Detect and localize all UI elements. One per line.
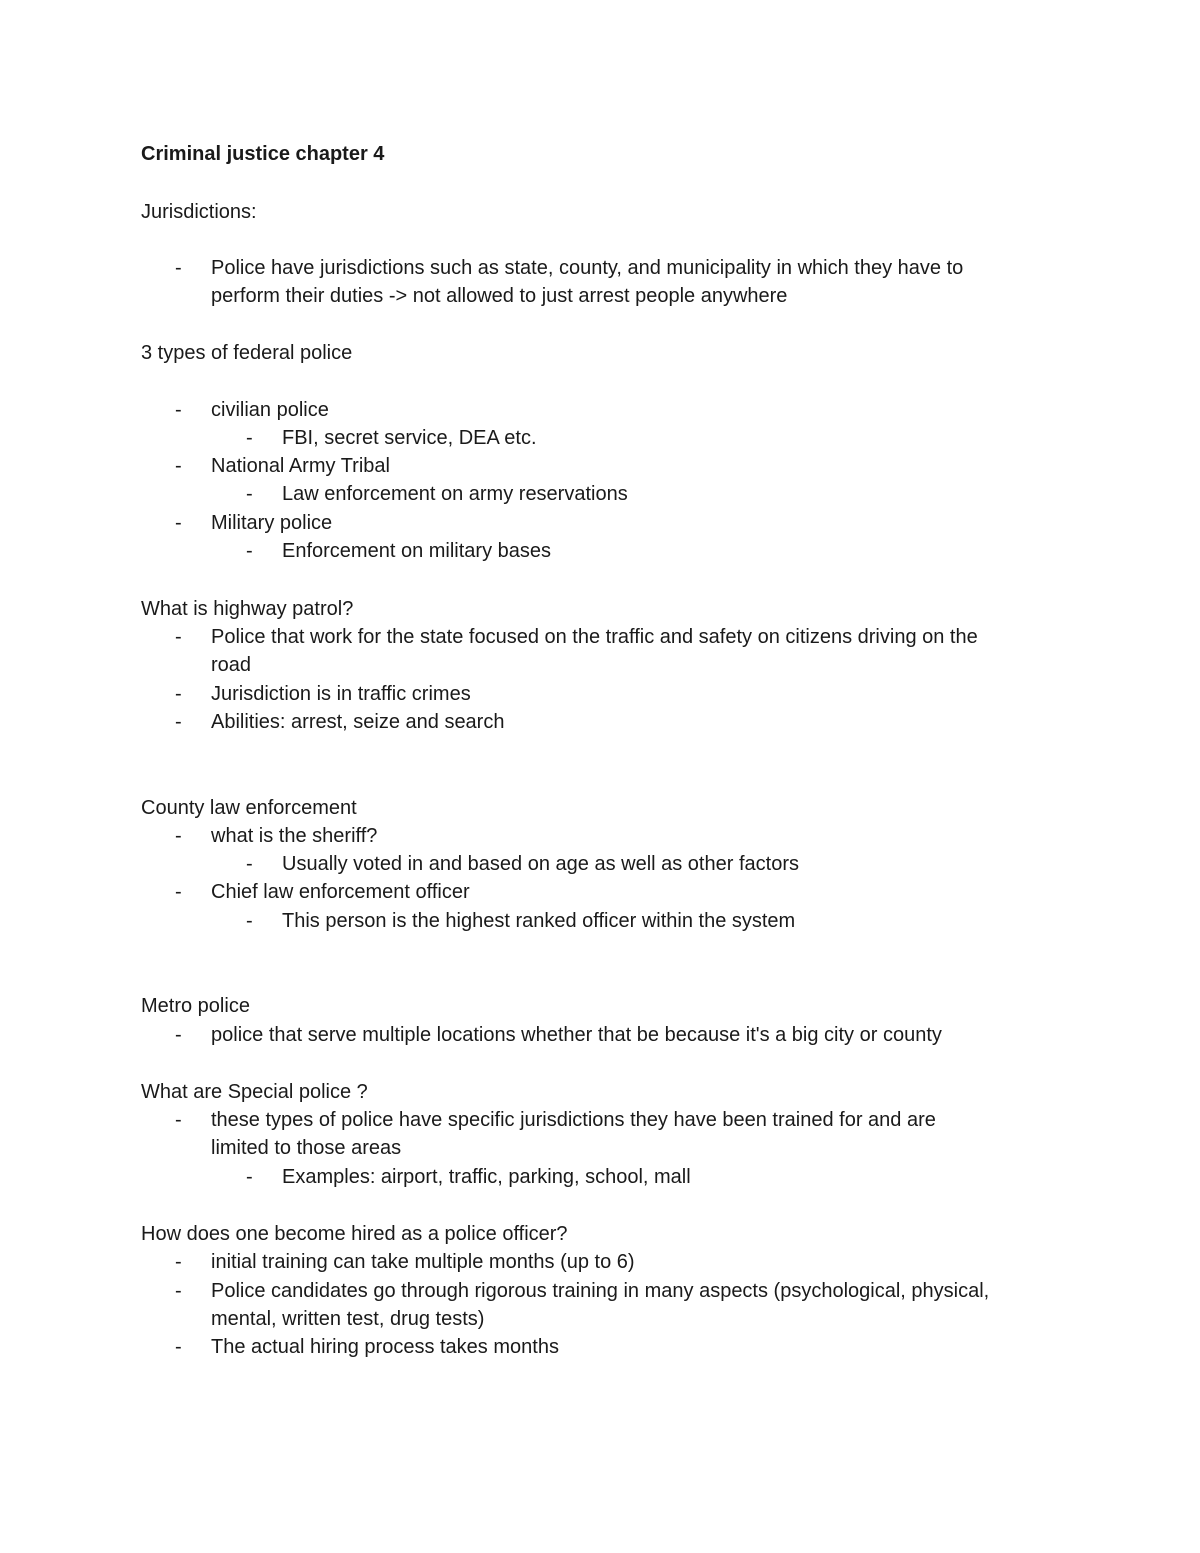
list-item: Abilities: arrest, seize and search [211, 711, 505, 733]
document-title: Criminal justice chapter 4 [141, 143, 385, 165]
bullet-dash: - [175, 825, 182, 847]
sub-bullet-dash: - [246, 483, 253, 505]
list-item: National Army Tribal [211, 455, 390, 477]
bullet-dash: - [175, 1280, 182, 1302]
list-item: these types of police have specific jurisdictions they have been trained for and are [211, 1109, 936, 1131]
list-item-continuation: road [211, 654, 252, 676]
bullet-dash: - [175, 399, 182, 421]
list-item: Chief law enforcement officer [211, 881, 470, 903]
bullet-dash: - [175, 711, 182, 733]
bullet-dash: - [175, 1336, 182, 1358]
section-heading-hiring: How does one become hired as a police officer? [141, 1223, 568, 1245]
list-item: initial training can take multiple months (up to 6) [211, 1251, 635, 1273]
sub-bullet-dash: - [246, 1166, 253, 1188]
section-heading-special: What are Special police ? [141, 1081, 368, 1103]
list-item: civilian police [211, 399, 329, 421]
bullet-dash: - [175, 257, 182, 279]
bullet-dash: - [175, 512, 182, 534]
sub-list-item: FBI, secret service, DEA etc. [282, 427, 537, 449]
bullet-dash: - [175, 881, 182, 903]
sub-bullet-dash: - [246, 853, 253, 875]
bullet-dash: - [175, 1024, 182, 1046]
list-item: what is the sheriff? [211, 825, 378, 847]
list-item-continuation: limited to those areas [211, 1137, 402, 1159]
section-heading-county: County law enforcement [141, 797, 357, 819]
sub-list-item: Law enforcement on army reservations [282, 483, 628, 505]
section-heading-metro: Metro police [141, 995, 250, 1017]
bullet-dash: - [175, 626, 182, 648]
sub-list-item: Enforcement on military bases [282, 540, 552, 562]
list-item: Police that work for the state focused on the traffic and safety on citizens driving on the [211, 626, 978, 648]
bullet-dash: - [175, 1109, 182, 1131]
sub-list-item: Examples: airport, traffic, parking, school, mall [282, 1166, 691, 1188]
list-item: Police have jurisdictions such as state, county, and municipality in which they have to [211, 257, 964, 279]
sub-list-item: This person is the highest ranked officer within the system [282, 910, 796, 932]
list-item: police that serve multiple locations whether that be because it's a big city or county [211, 1024, 942, 1046]
list-item: Jurisdiction is in traffic crimes [211, 683, 471, 705]
list-item: The actual hiring process takes months [211, 1336, 559, 1358]
sub-list-item: Usually voted in and based on age as well as other factors [282, 853, 799, 875]
list-item: Police candidates go through rigorous training in many aspects (psychological, physical, [211, 1280, 990, 1302]
sub-bullet-dash: - [246, 427, 253, 449]
section-heading-jurisdictions: Jurisdictions: [141, 201, 257, 223]
bullet-dash: - [175, 455, 182, 477]
sub-bullet-dash: - [246, 540, 253, 562]
section-heading-highway: What is highway patrol? [141, 598, 354, 620]
section-heading-federal: 3 types of federal police [141, 342, 353, 364]
bullet-dash: - [175, 683, 182, 705]
list-item: Military police [211, 512, 333, 534]
bullet-dash: - [175, 1251, 182, 1273]
sub-bullet-dash: - [246, 910, 253, 932]
list-item-continuation: mental, written test, drug tests) [211, 1308, 485, 1330]
list-item-continuation: perform their duties -> not allowed to just arrest people anywhere [211, 285, 788, 307]
